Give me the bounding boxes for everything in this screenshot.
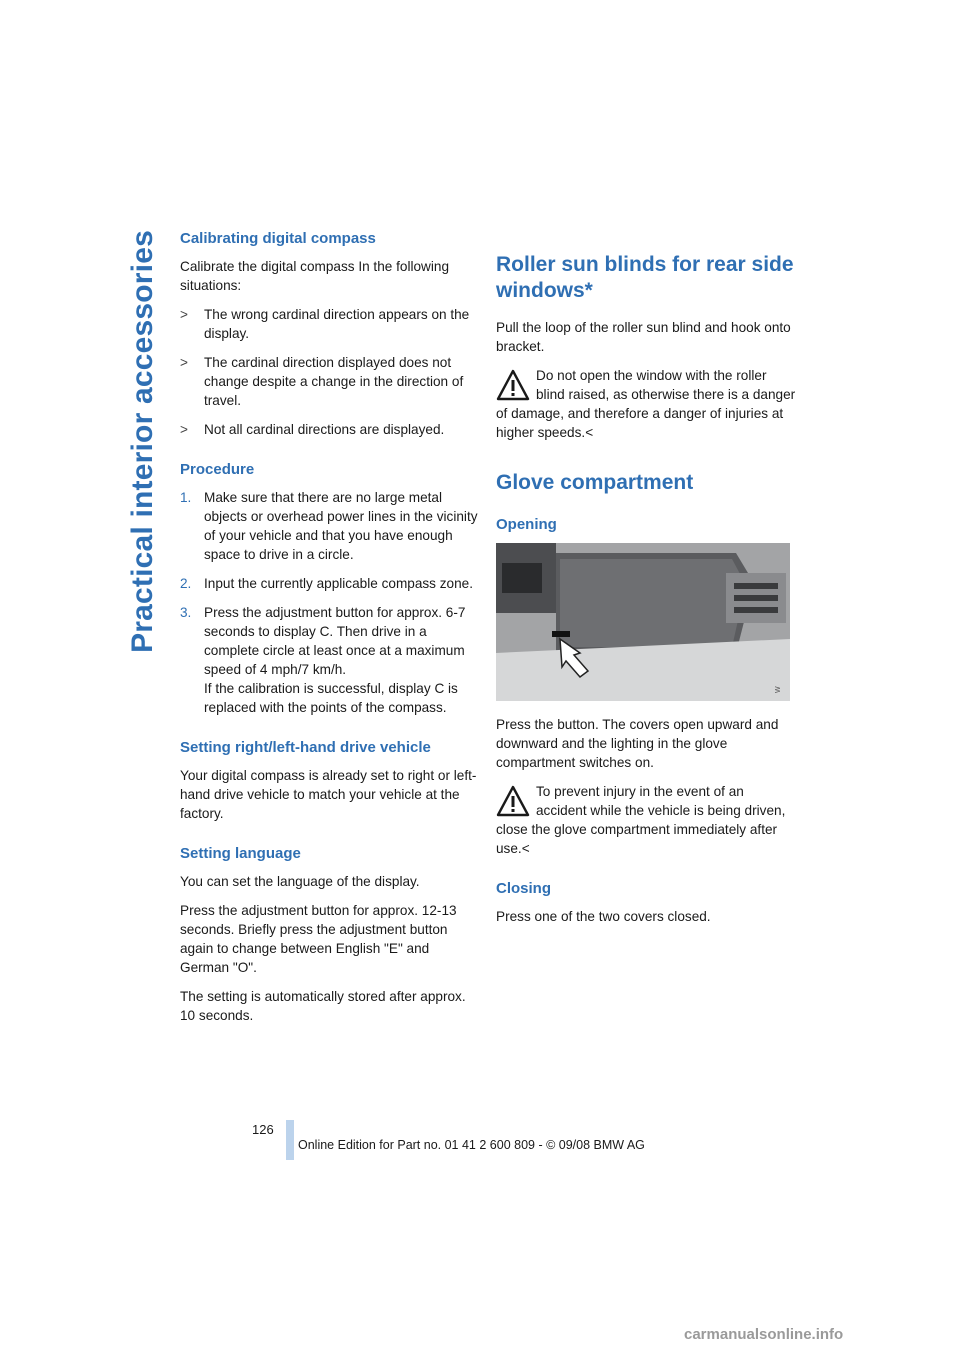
glove-compartment-illustration xyxy=(496,543,790,701)
glove-heading: Glove compartment xyxy=(496,471,694,494)
step-number: 3. xyxy=(180,605,192,620)
calibrate-bullet xyxy=(180,353,480,410)
step-number: 2. xyxy=(180,576,192,591)
language-text-3: The setting is automatically stored after approx. 10 seconds. xyxy=(180,989,466,1023)
page-number: 126 xyxy=(252,1122,274,1137)
glove-warning xyxy=(496,782,796,858)
bullet-text: The cardinal direction displayed does not change despite a change in the direction of travel. xyxy=(204,355,464,408)
roller-warning-text: Do not open the window with the roller blind raised, as otherwise there is a danger of damage, and therefore a danger of injuries at higher speeds. xyxy=(496,368,796,440)
svg-text:W: W xyxy=(775,686,782,693)
step-text-main: Press the adjustment button for approx. 6-7 seconds to display C. Then drive in a complete circle at least once at a maximum speed of 4 mph/7 km/h. xyxy=(204,605,466,677)
footer-edition-text: Online Edition for Part no. 01 41 2 600 809 - © 09/08 BMW AG xyxy=(298,1138,645,1152)
bullet-mark: > xyxy=(180,355,188,370)
drive-text: Your digital compass is already set to right or left-hand drive vehicle to match your vehicle at the factory. xyxy=(180,768,477,821)
closing-heading: Closing xyxy=(496,880,551,897)
calibrate-bullet xyxy=(180,420,480,439)
language-text-1: You can set the language of the display. xyxy=(180,874,420,889)
calibrate-heading: Calibrating digital compass xyxy=(180,230,376,247)
bullet-text: Not all cardinal directions are displayed. xyxy=(204,422,445,437)
left-column xyxy=(180,230,480,1035)
step-text xyxy=(204,603,480,717)
language-text-2: Press the adjustment button for approx. 12-13 seconds. Briefly press the adjustment button again to change between English "E" and German "O". xyxy=(180,903,457,975)
calibrate-intro: Calibrate the digital compass In the following situations: xyxy=(180,259,450,293)
glove-warning-text: To prevent injury in the event of an accident while the vehicle is being driven, close the glove compartment immediately after use. xyxy=(496,784,786,856)
warning-icon xyxy=(496,368,530,402)
drive-heading: Setting right/left-hand drive vehicle xyxy=(180,739,431,756)
opening-text: Press the button. The covers open upward and downward and the lighting in the glove compartment switches on. xyxy=(496,717,779,770)
roller-heading: Roller sun blinds for rear side windows* xyxy=(496,253,794,302)
glove-compartment-photo xyxy=(496,543,790,701)
bullet-mark: > xyxy=(180,307,188,322)
footer-accent-bar xyxy=(286,1120,294,1160)
opening-heading: Opening xyxy=(496,516,557,533)
right-column xyxy=(496,252,796,936)
roller-warning xyxy=(496,366,796,442)
procedure-step xyxy=(180,574,480,593)
procedure-step xyxy=(180,603,480,717)
section-side-title: Practical interior accessories xyxy=(126,230,159,653)
step-text-extra: If the calibration is successful, display C is replaced with the points of the compass. xyxy=(204,681,458,715)
end-mark: < xyxy=(585,425,594,440)
procedure-step xyxy=(180,488,480,564)
watermark: carmanualsonline.info xyxy=(684,1326,844,1343)
roller-text: Pull the loop of the roller sun blind and hook onto bracket. xyxy=(496,320,791,354)
end-mark: < xyxy=(521,841,530,856)
closing-text: Press one of the two covers closed. xyxy=(496,909,711,924)
procedure-heading: Procedure xyxy=(180,461,255,478)
step-text: Input the currently applicable compass zone. xyxy=(204,576,474,591)
language-heading: Setting language xyxy=(180,845,301,862)
calibrate-bullet xyxy=(180,305,480,343)
bullet-mark: > xyxy=(180,422,188,437)
bullet-text: The wrong cardinal direction appears on the display. xyxy=(204,307,470,341)
warning-icon xyxy=(496,784,530,818)
step-text: Make sure that there are no large metal objects or overhead power lines in the vicinity of your vehicle and that you have enough space to drive in a circle. xyxy=(204,490,478,562)
step-number: 1. xyxy=(180,490,192,505)
